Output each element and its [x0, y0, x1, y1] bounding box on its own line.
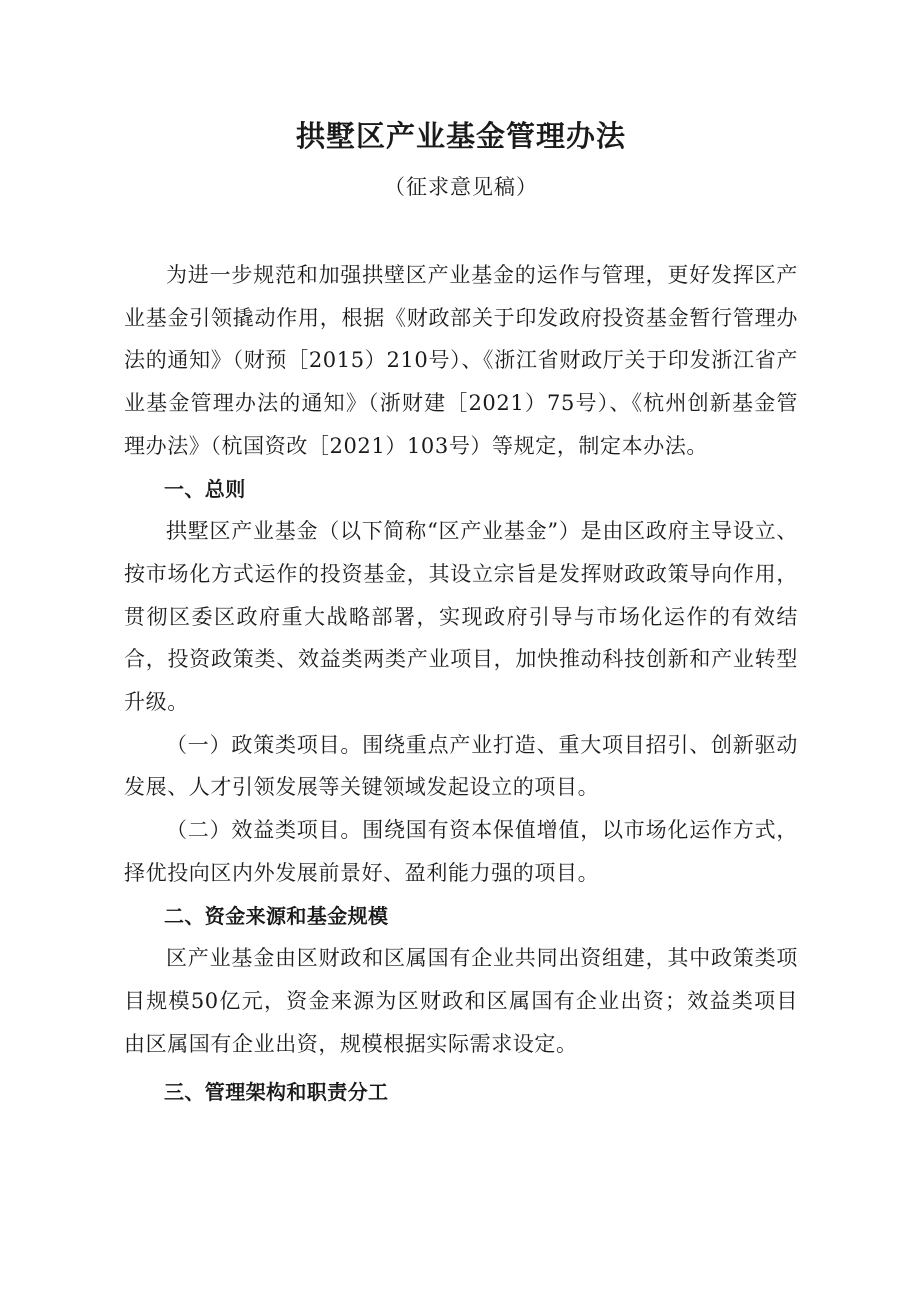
document-body: [124, 254, 798, 1114]
document-title: 拱墅区产业基金管理办法: [295, 119, 626, 153]
section-heading-management: 三、管理架构和职责分工: [164, 1080, 389, 1105]
intro-paragraph: 为进一步规范和加强拱壁区产业基金的运作与管理，更好发挥区产业基金引领撬动作用，根据《财政部关于印发政府投资基金暂行管理办法的通知》（财预［2015）210号）、《浙江省财政厅关于印发浙江省产业基金管理办法的通知》（浙财建［2021）75号）、《杭州创新基金管理办法》（杭国资改［2021）103号）等规定，制定本办法。: [124, 263, 798, 458]
section-heading-funding: 二、资金来源和基金规模: [164, 903, 389, 928]
benefit-projects-paragraph: （二）效益类项目。围绕国有资本保值增值，以市场化运作方式，择优投向区内外发展前景好、盈利能力强的项目。: [124, 818, 798, 885]
document-subtitle: （征求意见稿）: [384, 175, 538, 199]
general-paragraph: 拱墅区产业基金（以下简称“区产业基金”）是由区政府主导设立、按市场化方式运作的投资基金，其设立宗旨是发挥财政政策导向作用，贯彻区委区政府重大战略部署，实现政府引导与市场化运作的有效结合，投资政策类、效益类两类产业项目，加快推动科技创新和产业转型升级。: [124, 519, 798, 715]
policy-projects-paragraph: （一）政策类项目。围绕重点产业打造、重大项目招引、创新驱动发展、人才引领发展等关键领域发起设立的项目。: [124, 732, 798, 800]
section-heading-general: 一、总则: [164, 476, 246, 501]
funding-paragraph: 区产业基金由区财政和区属国有企业共同出资组建，其中政策类项目规模50亿元，资金来源为区财政和区属国有企业出资；效益类项目由区属国有企业出资，规模根据实际需求设定。: [124, 946, 798, 1056]
